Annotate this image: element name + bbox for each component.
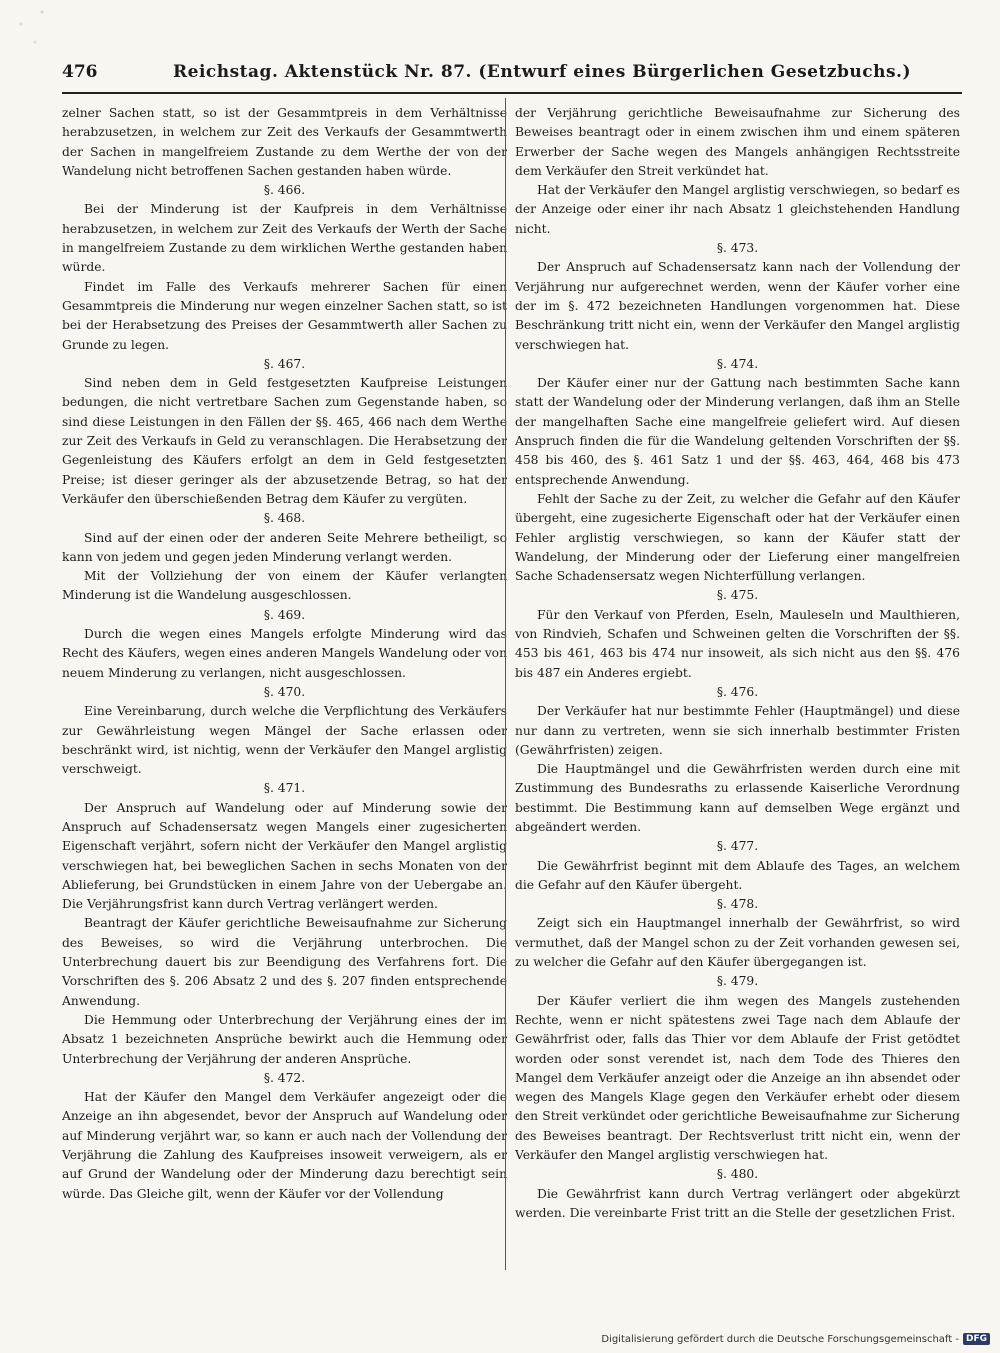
header-rule bbox=[62, 92, 962, 94]
section-heading: §. 480. bbox=[716, 1167, 759, 1182]
section-heading: §. 475. bbox=[716, 588, 759, 603]
paragraph: Der Käufer einer nur der Gattung nach bestimmten Sache kann statt der Wandelung oder der Minderung verlangen, daß ihm an Stelle der mangelhaften Sache eine mangelfreie geliefert wird. Auf diesen Anspruch finden die für die Wandelung geltenden Vorschriften der §§. 458 bis 460, des §. 461 Satz 1 und der §§. 463, 464, 468 bis 473 entsprechende Anwendung. bbox=[515, 376, 960, 487]
paragraph: der Verjährung gerichtliche Beweisaufnahme zur Sicherung des Beweises beantragt oder in einem zwischen ihm und einem späteren Erwerber der Sache wegen des Mangels anhängigen Rechtsstreite dem Verkäufer den Streit verkündet hat. bbox=[515, 106, 960, 178]
scan-speckle bbox=[0, 0, 70, 60]
paragraph: Mit der Vollziehung der von einem der Käufer verlangten Minderung ist die Wandelung ausgeschlossen. bbox=[62, 569, 507, 603]
paragraph: Die Hemmung oder Unterbrechung der Verjährung eines der im Absatz 1 bezeichneten Ansprüche bewirkt auch die Hemmung oder Unterbrechung der Verjährung der anderen Ansprüche. bbox=[62, 1012, 507, 1066]
paragraph: Für den Verkauf von Pferden, Eseln, Mauleseln und Maulthieren, von Rindvieh, Schafen und Schweinen gelten die Vorschriften der §§. 453 bis 461, 463 bis 474 nur insoweit, als sich nicht aus den §§. 476 bis 487 ein Anderes ergiebt. bbox=[515, 607, 960, 680]
section-heading: §. 471. bbox=[263, 781, 306, 796]
paragraph: Hat der Verkäufer den Mangel arglistig verschwiegen, so bedarf es der Anzeige oder einer ihr nach Absatz 1 gleichstehenden Handlung nicht. bbox=[515, 183, 960, 236]
section-heading: §. 474. bbox=[716, 356, 759, 371]
paragraph: Die Hauptmängel und die Gewährfristen werden durch eine mit Zustimmung des Bundesraths zu erlassende Kaiserliche Verordnung bestimmt. Die Bestimmung kann auf demselben Wege ergänzt und abgeändert werden. bbox=[515, 762, 960, 834]
paragraph: Findet im Falle des Verkaufs mehrerer Sachen für einen Gesammtpreis die Minderung nur wegen einzelner Sachen statt, so ist bei der Herabsetzung des Preises der Gesammtwerth aller Sachen zu Grunde zu legen. bbox=[62, 279, 507, 352]
section-heading: §. 477. bbox=[716, 839, 759, 854]
paragraph: Fehlt der Sache zu der Zeit, zu welcher die Gefahr auf den Käufer übergeht, eine zugesicherte Eigenschaft oder hat der Verkäufer einen Fehler arglistig verschwiegen, so kann der Käufer statt der Wandelung, der Minderung oder der Lieferung einer mangelfreien Sache Schadensersatz wegen Nichterfüllung verlangen. bbox=[515, 491, 960, 584]
paragraph: Der Käufer verliert die ihm wegen des Mangels zustehenden Rechte, wenn er nicht spätestens zwei Tage nach dem Ablaufe der Gewährfrist oder, falls das Thier vor dem Ablaufe der Frist getödtet worden oder sonst verendet ist, nach dem Tode des Thieres den Mangel dem Verkäufer anzeigt oder die Anzeige an ihn absendet oder wegen des Mangels Klage gegen den Verkäufer erhebt oder diesem den Streit verkündet oder gerichtliche Beweisaufnahme zur Sicherung des Beweises beantragt. Der Rechtsverlust tritt nicht ein, wenn der Verkäufer den Mangel arglistig verschwiegen hat. bbox=[515, 993, 960, 1163]
section-heading: §. 476. bbox=[716, 684, 759, 699]
paragraph: Der Verkäufer hat nur bestimmte Fehler (Hauptmängel) und diese nur dann zu vertreten, wenn sie sich innerhalb bestimmter Fristen (Gewährfristen) zeigen. bbox=[515, 704, 960, 757]
paragraph: Der Anspruch auf Schadensersatz kann nach der Vollendung der Verjährung nur aufgerechnet werden, wenn der Käufer vorher eine der im §. 472 bezeichneten Handlungen vorgenommen hat. Diese Beschränkung tritt nicht ein, wenn der Verkäufer den Mangel arglistig verschwiegen hat. bbox=[515, 260, 960, 352]
section-heading: §. 468. bbox=[263, 511, 306, 526]
paragraph: Sind auf der einen oder der anderen Seite Mehrere betheiligt, so kann von jedem und gegen jeden Minderung verlangt werden. bbox=[62, 530, 507, 564]
section-heading: §. 466. bbox=[263, 183, 306, 198]
section-heading: §. 467. bbox=[263, 356, 306, 371]
paragraph: Hat der Käufer den Mangel dem Verkäufer angezeigt oder die Anzeige an ihn abgesendet, bevor der Anspruch auf Wandelung oder auf Minderung verjährt war, so kann er auch nach der Vollendung der Verjährung die Zahlung des Kaufpreises insoweit verweigern, als er auf Grund der Wandelung oder der Minderung dazu berechtigt sein würde. Das Gleiche gilt, wenn der Käufer vor der Vollendung bbox=[62, 1090, 507, 1201]
paragraph: Die Gewährfrist kann durch Vertrag verlängert oder abgekürzt werden. Die vereinbarte Frist tritt an die Stelle der gesetzlichen Frist. bbox=[515, 1186, 960, 1220]
paragraph: zelner Sachen statt, so ist der Gesammtpreis in dem Verhältnisse herabzusetzen, in welchem zur Zeit des Verkaufs der Gesammtwerth der Sachen in mangelfreiem Zustande zu dem Werthe der von der Wandelung nicht betroffenen Sachen gestanden haben würde. bbox=[62, 106, 507, 178]
column-divider bbox=[505, 98, 506, 1270]
dfg-logo: DFG bbox=[963, 1333, 990, 1345]
footer bbox=[601, 1333, 990, 1345]
paragraph: Zeigt sich ein Hauptmangel innerhalb der Gewährfrist, so wird vermuthet, daß der Mangel schon zu der Zeit vorhanden gewesen sei, zu welcher die Gefahr auf den Käufer übergegangen ist. bbox=[515, 916, 960, 970]
paragraph: Beantragt der Käufer gerichtliche Beweisaufnahme zur Sicherung des Beweises, so wird die Verjährung unterbrochen. Die Unterbrechung dauert bis zur Beendigung des Verfahrens fort. Die Vorschriften des §. 206 Absatz 2 und des §. 207 finden entsprechende Anwendung. bbox=[62, 916, 507, 1008]
paragraph: Bei der Minderung ist der Kaufpreis in dem Verhältnisse herabzusetzen, in welchem zur Zeit des Verkaufs der Werth der Sache in mangelfreiem Zustande zu dem wirklichen Werthe gestanden haben würde. bbox=[62, 202, 507, 275]
section-heading: §. 470. bbox=[263, 684, 306, 699]
paragraph: Eine Vereinbarung, durch welche die Verpflichtung des Verkäufers zur Gewährleistung wegen Mängel der Sache erlassen oder beschränkt wird, ist nichtig, wenn der Verkäufer den Mangel arglistig verschweigt. bbox=[62, 704, 507, 777]
right-column bbox=[515, 104, 960, 1223]
left-column bbox=[62, 104, 507, 1204]
section-heading: §. 478. bbox=[716, 897, 759, 912]
page-header bbox=[62, 62, 962, 84]
paragraph: Durch die wegen eines Mangels erfolgte Minderung wird das Recht des Käufers, wegen eines anderen Mangels Wandelung oder von neuem Minderung zu verlangen, nicht ausgeschlossen. bbox=[62, 627, 507, 680]
page-number: 476 bbox=[62, 62, 98, 82]
section-heading: §. 469. bbox=[263, 607, 306, 622]
footer-credit: Digitalisierung gefördert durch die Deutsche Forschungsgemeinschaft - bbox=[601, 1333, 959, 1345]
section-heading: §. 473. bbox=[716, 241, 759, 256]
section-heading: §. 479. bbox=[716, 974, 759, 989]
header-title: Reichstag. Aktenstück Nr. 87. (Entwurf eines Bürgerlichen Gesetzbuchs.) bbox=[173, 62, 911, 82]
paragraph: Der Anspruch auf Wandelung oder auf Minderung sowie der Anspruch auf Schadensersatz wegen Mangels einer zugesicherten Eigenschaft verjährt, sofern nicht der Verkäufer den Mangel arglistig verschwiegen hat, bei beweglichen Sachen in sechs Monaten von der Ablieferung, bei Grundstücken in einem Jahre von der Uebergabe an. Die Verjährungsfrist kann durch Vertrag verlängert werden. bbox=[62, 800, 507, 912]
paragraph: Die Gewährfrist beginnt mit dem Ablaufe des Tages, an welchem die Gefahr auf den Käufer übergeht. bbox=[515, 858, 960, 892]
section-heading: §. 472. bbox=[263, 1070, 306, 1085]
paragraph: Sind neben dem in Geld festgesetzten Kaufpreise Leistungen bedungen, die nicht vertretbare Sachen zum Gegenstande haben, so sind diese Leistungen in den Fällen der §§. 465, 466 nach dem Werthe zur Zeit des Verkaufs in Geld zu veranschlagen. Die Herabsetzung der Gegenleistung des Käufers erfolgt an dem in Geld festgesetzten Preise; ist dieser geringer als der abzusetzende Betrag, so hat der Verkäufer den überschießenden Betrag dem Käufer zu vergüten. bbox=[62, 376, 507, 506]
